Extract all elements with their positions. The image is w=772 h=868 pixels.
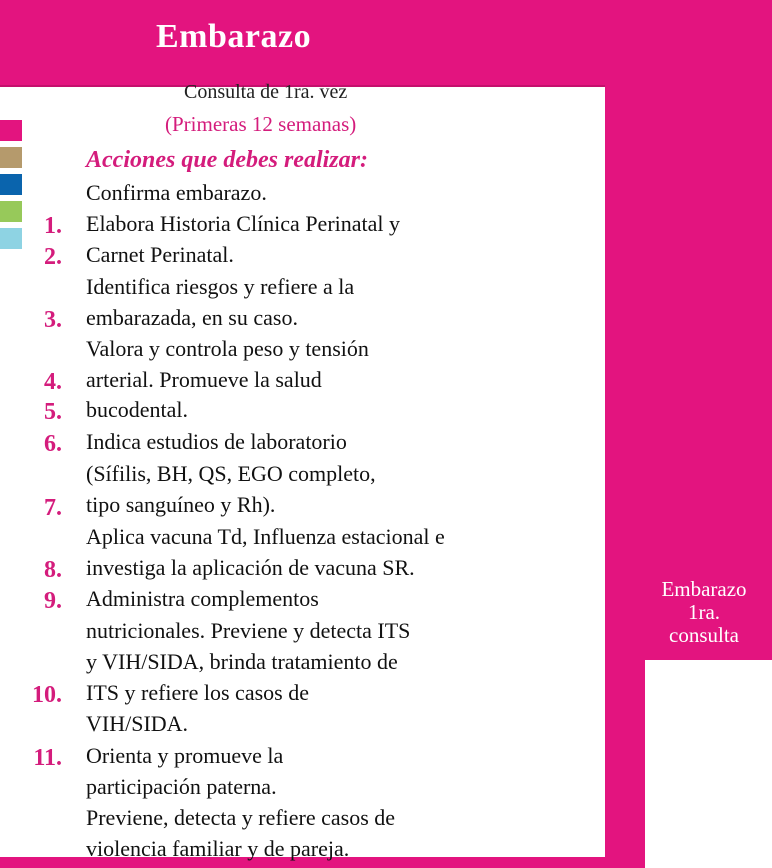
list-item: Aplica vacuna Td, Influenza estacional e (86, 524, 445, 549)
list-number: 2. (44, 244, 62, 270)
list-item: nutricionales. Previene y detecta ITS (86, 618, 411, 643)
list-item: investiga la aplicación de vacuna SR. (86, 555, 415, 580)
weeks-range: (Primeras 12 semanas) (165, 112, 357, 136)
list-item: Identifica riesgos y refiere a la (86, 274, 355, 299)
list-number: 8. (44, 557, 62, 583)
side-label-line: consulta (669, 623, 739, 648)
list-item: Carnet Perinatal. (86, 242, 234, 267)
list-item: tipo sanguíneo y Rh). (86, 492, 276, 517)
side-label-line: Embarazo (661, 577, 747, 601)
page-title: Embarazo (156, 18, 312, 55)
list-item: Confirma embarazo. (86, 180, 267, 205)
list-number: 6. (44, 431, 62, 457)
swatch-magenta[interactable] (0, 120, 22, 141)
list-item: y VIH/SIDA, brinda tratamiento de (86, 649, 398, 674)
list-number: 4. (44, 369, 62, 395)
list-item: (Sífilis, BH, QS, EGO completo, (86, 461, 376, 486)
list-item: arterial. Promueve la salud (86, 367, 322, 392)
list-item: ITS y refiere los casos de (86, 680, 309, 705)
swatch-blue[interactable] (0, 174, 22, 195)
list-number: 7. (44, 495, 62, 521)
list-item: VIH/SIDA. (86, 711, 189, 736)
list-number: 10. (32, 682, 62, 708)
list-item: Previene, detecta y refiere casos de (86, 805, 396, 830)
swatch-tan[interactable] (0, 147, 22, 168)
list-number: 5. (44, 399, 62, 425)
list-item: Administra complementos (86, 586, 319, 611)
list-number: 1. (44, 213, 62, 239)
side-section-label[interactable] (645, 578, 763, 647)
side-notch (645, 660, 772, 868)
list-item: Elabora Historia Clínica Perinatal y (86, 211, 401, 236)
section-heading: Acciones que debes realizar: (86, 147, 368, 173)
list-item: violencia familiar y de pareja. (86, 836, 350, 861)
list-number: 9. (44, 588, 62, 614)
list-item: Indica estudios de laboratorio (86, 429, 347, 454)
list-item: Orienta y promueve la (86, 743, 284, 768)
list-item: participación paterna. (86, 774, 277, 799)
list-number: 3. (44, 307, 62, 333)
side-label-line: 1ra. (687, 600, 721, 625)
list-item: bucodental. (86, 397, 189, 422)
list-item: Valora y controla peso y tensión (86, 336, 369, 361)
list-item: embarazada, en su caso. (86, 305, 298, 330)
consultation-subtitle: Consulta de 1ra. vez (184, 81, 348, 103)
list-number: 11. (33, 745, 62, 771)
